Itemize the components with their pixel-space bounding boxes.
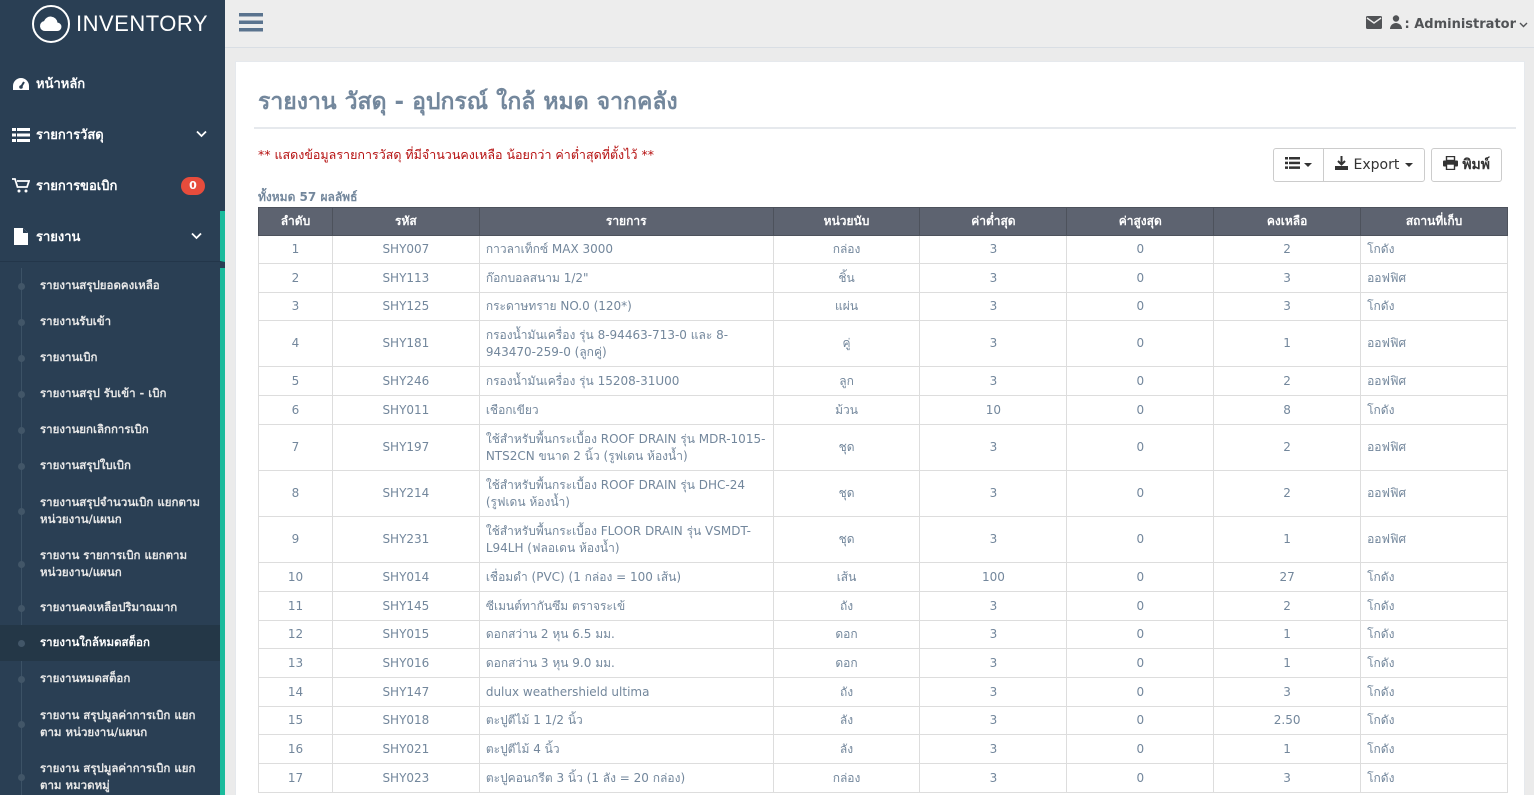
table-cell: 0 [1067,621,1214,649]
table-cell: โกดัง [1361,293,1508,321]
table-cell: 4 [259,321,333,367]
table-cell: กรองน้ำมันเครื่อง รุ่น 8-94463-713-0 และ 8-943470-259-0 (ลูกคู่) [479,321,773,367]
table-row [259,678,1508,707]
table-cell: เชื่อมดำ (PVC) (1 กล่อง = 100 เส้น) [479,563,773,592]
table-row [259,707,1508,735]
table-cell: 1 [1214,321,1361,367]
table-cell: ดอกสว่าน 3 หุน 9.0 มม. [479,649,773,678]
chevron-down-icon [196,127,207,142]
table-cell: 9 [259,517,333,563]
table-cell: 7 [259,425,333,471]
table-cell: โกดัง [1361,764,1508,793]
document-icon [10,228,32,245]
list-icon [10,128,32,142]
table-cell: 3 [1214,264,1361,293]
table-row [259,471,1508,517]
table-cell: SHY007 [332,236,479,264]
table-cell: 3 [920,425,1067,471]
table-cell: ก๊อกบอลสนาม 1/2" [479,264,773,293]
table-cell: ใช้สำหรับพื้นกระเบื้อง ROOF DRAIN รุ่น MDR-1015-NTS2CN ขนาด 2 นิ้ว (รูฟเดน ห้องน้ำ) [479,425,773,471]
report-link-value-by-department[interactable]: รายงาน สรุปมูลค่าการเบิก แยกตาม หน่วยงาน/แผนก [0,697,220,750]
export-label: Export [1353,157,1400,173]
column-header[interactable]: ค่าต่ำสุด [920,208,1067,236]
table-cell: SHY246 [332,367,479,396]
column-header[interactable]: รหัส [332,208,479,236]
table-cell: โกดัง [1361,592,1508,621]
table-cell: dulux weathershield ultima [479,678,773,707]
table-cell: กาวลาเท็กซ์ MAX 3000 [479,236,773,264]
table-cell: ลูก [773,367,920,396]
table-cell: โกดัง [1361,396,1508,425]
table-row [259,425,1508,471]
column-header[interactable]: คงเหลือ [1214,208,1361,236]
table-cell: คู่ [773,321,920,367]
sidebar-item-label: หน้าหลัก [36,77,86,92]
table-cell: 3 [1214,293,1361,321]
result-count: ทั้งหมด 57 ผลลัพธ์ [258,190,358,204]
table-cell: ออฟฟิศ [1361,367,1508,396]
cloud-icon [32,5,70,43]
report-link-low-stock[interactable]: รายงานใกล้หมดสต็อก [0,625,220,661]
page-title: รายงาน วัสดุ - อุปกรณ์ ใกล้ หมด จากคลัง [258,89,678,115]
table-cell: SHY147 [332,678,479,707]
table-cell: 3 [920,678,1067,707]
table-cell: 3 [920,517,1067,563]
table-cell: 2 [1214,425,1361,471]
table-cell: 0 [1067,563,1214,592]
table-cell: 3 [920,735,1067,764]
table-row [259,396,1508,425]
table-cell: โกดัง [1361,236,1508,264]
report-link-receiving[interactable]: รายงานรับเข้า [0,304,220,340]
table-cell: กรองน้ำมันเครื่อง รุ่น 15208-31U00 [479,367,773,396]
table-cell: ชิ้น [773,264,920,293]
table-cell: SHY016 [332,649,479,678]
table-cell: 10 [259,563,333,592]
table-cell: ถัง [773,592,920,621]
table-cell: ใช้สำหรับพื้นกระเบื้อง ROOF DRAIN รุ่น DHC-24 (รูฟเดน ห้องน้ำ) [479,471,773,517]
low-stock-table [258,207,1508,793]
reports-submenu [0,268,225,795]
table-cell: ออฟฟิศ [1361,517,1508,563]
report-link-withdraw-by-department[interactable]: รายงานสรุปจำนวนเบิก แยกตาม หน่วยงาน/แผนก [0,484,220,537]
table-cell: กล่อง [773,764,920,793]
table-cell: 1 [1214,621,1361,649]
table-cell: 0 [1067,764,1214,793]
table-cell: 3 [920,471,1067,517]
table-cell: ตะปูตีไม้ 4 นิ้ว [479,735,773,764]
table-cell: 3 [1214,678,1361,707]
chevron-down-icon [1519,17,1528,32]
table-cell: ซีเมนต์ทากันซึม ตราจระเข้ [479,592,773,621]
sidebar-item-label: รายงาน [36,229,81,245]
table-cell: ลัง [773,707,920,735]
table-cell: ดอกสว่าน 2 หุน 6.5 มม. [479,621,773,649]
table-cell: SHY018 [332,707,479,735]
table-row [259,293,1508,321]
table-cell: ชุด [773,517,920,563]
table-cell: 1 [1214,517,1361,563]
column-header[interactable]: สถานที่เก็บ [1361,208,1508,236]
table-cell: 5 [259,367,333,396]
export-button[interactable] [1323,148,1425,182]
table-row [259,621,1508,649]
table-cell: ออฟฟิศ [1361,264,1508,293]
sidebar-item-label: รายการวัสดุ [36,128,104,143]
table-cell: 6 [259,396,333,425]
table-cell: 0 [1067,293,1214,321]
table-cell: 27 [1214,563,1361,592]
column-header[interactable]: ลำดับ [259,208,333,236]
table-row [259,764,1508,793]
brand-name: INVENTORY [76,11,209,36]
table-cell: 3 [259,293,333,321]
table-cell: 3 [920,264,1067,293]
table-cell: 8 [1214,396,1361,425]
filter-note: ** แสดงข้อมูลรายการวัสดุ ที่มีจำนวนคงเหลือ น้อยกว่า ค่าต่ำสุดที่ตั้งไว้ ** [258,147,654,162]
table-cell: เชือกเขียว [479,396,773,425]
table-cell: SHY181 [332,321,479,367]
report-link-out-of-stock[interactable]: รายงานหมดสต็อก [0,661,220,697]
table-cell: ใช้สำหรับพื้นกระเบื้อง FLOOR DRAIN รุ่น VSMDT-L94LH (ฟลอเดน ห้องน้ำ) [479,517,773,563]
table-cell: 2 [1214,471,1361,517]
table-cell: โกดัง [1361,678,1508,707]
table-cell: SHY014 [332,563,479,592]
table-cell: 11 [259,592,333,621]
table-row [259,517,1508,563]
print-button[interactable] [1431,148,1502,182]
user-name: : Administrator [1404,16,1516,32]
report-link-high-stock[interactable]: รายงานคงเหลือปริมาณมาก [0,590,220,625]
table-cell: 0 [1067,396,1214,425]
table-row [259,563,1508,592]
table-cell: ดอก [773,649,920,678]
column-header[interactable]: หน่วยนับ [773,208,920,236]
list-icon [1285,157,1300,173]
dashboard-icon [10,77,32,91]
table-cell: ออฟฟิศ [1361,321,1508,367]
table-header-row [259,208,1508,236]
report-panel [235,61,1525,795]
table-cell: กระดาษทราย NO.0 (120*) [479,293,773,321]
table-cell: 0 [1067,236,1214,264]
table-cell: 10 [920,396,1067,425]
divider [254,127,1516,129]
report-link-cancelled-withdrawals[interactable]: รายงานยกเลิกการเบิก [0,412,220,448]
table-row [259,649,1508,678]
table-cell: 2 [1214,236,1361,264]
table-cell: 3 [920,592,1067,621]
menu-toggle-icon[interactable] [239,12,263,36]
table-cell: SHY023 [332,764,479,793]
sidebar [0,0,225,795]
table-row [259,321,1508,367]
table-cell: 0 [1067,592,1214,621]
table-cell: 0 [1067,264,1214,293]
report-link-balance-summary[interactable]: รายงานสรุปยอดคงเหลือ [0,268,220,304]
report-link-value-by-category[interactable]: รายงาน สรุปมูลค่าการเบิก แยกตาม หมวดหมู่ [0,750,220,795]
table-cell: 17 [259,764,333,793]
table-row [259,264,1508,293]
table-cell: 3 [920,707,1067,735]
table-cell: 100 [920,563,1067,592]
user-icon [1390,15,1402,33]
table-cell: 13 [259,649,333,678]
table-cell: 16 [259,735,333,764]
download-icon [1335,156,1348,174]
table-cell: SHY015 [332,621,479,649]
table-cell: SHY011 [332,396,479,425]
top-navbar [225,0,1534,48]
table-cell: โกดัง [1361,621,1508,649]
table-cell: แผ่น [773,293,920,321]
table-cell: SHY197 [332,425,479,471]
table-cell: โกดัง [1361,735,1508,764]
table-row [259,367,1508,396]
column-header[interactable]: ค่าสูงสุด [1067,208,1214,236]
table-cell: 0 [1067,649,1214,678]
column-header[interactable]: รายการ [479,208,773,236]
table-cell: ถัง [773,678,920,707]
table-cell: โกดัง [1361,563,1508,592]
chevron-down-icon [191,229,202,244]
table-cell: ชุด [773,471,920,517]
table-cell: 1 [1214,649,1361,678]
printer-icon [1443,156,1458,174]
sidebar-item-materials[interactable] [0,109,225,160]
report-link-items-by-department[interactable]: รายงาน รายการเบิก แยกตาม หน่วยงาน/แผนก [0,537,220,590]
table-cell: ออฟฟิศ [1361,471,1508,517]
table-cell: SHY231 [332,517,479,563]
table-cell: 0 [1067,425,1214,471]
table-cell: SHY125 [332,293,479,321]
table-row [259,236,1508,264]
table-cell: ลัง [773,735,920,764]
brand[interactable] [0,0,225,48]
table-cell: 3 [920,293,1067,321]
report-link-receive-withdraw-summary[interactable]: รายงานสรุป รับเข้า - เบิก [0,376,220,412]
table-cell: 3 [920,236,1067,264]
table-cell: ตะปูคอนกรีต 3 นิ้ว (1 ลัง = 20 กล่อง) [479,764,773,793]
table-cell: โกดัง [1361,707,1508,735]
table-cell: SHY214 [332,471,479,517]
table-cell: ชุด [773,425,920,471]
table-row [259,735,1508,764]
table-cell: SHY113 [332,264,479,293]
sidebar-item-label: รายการขอเบิก [36,179,118,194]
table-cell: 0 [1067,367,1214,396]
table-cell: SHY021 [332,735,479,764]
table-cell: 0 [1067,321,1214,367]
table-cell: 3 [920,621,1067,649]
table-row [259,592,1508,621]
table-cell: โกดัง [1361,649,1508,678]
table-cell: ม้วน [773,396,920,425]
table-cell: ดอก [773,621,920,649]
requisition-count-badge: 0 [181,177,205,195]
report-link-requisition-summary[interactable]: รายงานสรุปใบเบิก [0,448,220,484]
table-cell: กล่อง [773,236,920,264]
print-label: พิมพ์ [1462,157,1490,173]
table-cell: 0 [1067,517,1214,563]
table-cell: ตะปูตีไม้ 1 1/2 นิ้ว [479,707,773,735]
caret-down-icon [1304,163,1312,167]
table-cell: 15 [259,707,333,735]
column-toggle-button[interactable] [1273,148,1324,182]
table-cell: 2 [1214,592,1361,621]
table-cell: 3 [1214,764,1361,793]
toolbar [1273,148,1502,182]
table-cell: 3 [920,321,1067,367]
sidebar-item-reports[interactable] [0,211,225,262]
table-cell: 8 [259,471,333,517]
table-cell: 2.50 [1214,707,1361,735]
table-cell: 1 [259,236,333,264]
table-cell: เส้น [773,563,920,592]
table-cell: 3 [920,649,1067,678]
table-cell: 0 [1067,678,1214,707]
table-cell: SHY145 [332,592,479,621]
table-cell: 3 [920,367,1067,396]
table-cell: ออฟฟิศ [1361,425,1508,471]
sidebar-item-requisitions[interactable] [0,160,225,211]
table-cell: 0 [1067,707,1214,735]
table-cell: 0 [1067,471,1214,517]
envelope-icon[interactable] [1366,16,1382,33]
user-menu[interactable] [1390,15,1529,33]
report-link-withdrawal[interactable]: รายงานเบิก [0,340,220,376]
caret-down-icon [1405,163,1413,167]
sidebar-item-home[interactable] [0,58,225,109]
table-cell: 12 [259,621,333,649]
table-cell: 3 [920,764,1067,793]
table-cell: 2 [259,264,333,293]
table-cell: 1 [1214,735,1361,764]
table-cell: 2 [1214,367,1361,396]
table-cell: 14 [259,678,333,707]
table-cell: 0 [1067,735,1214,764]
cart-icon [10,178,32,193]
